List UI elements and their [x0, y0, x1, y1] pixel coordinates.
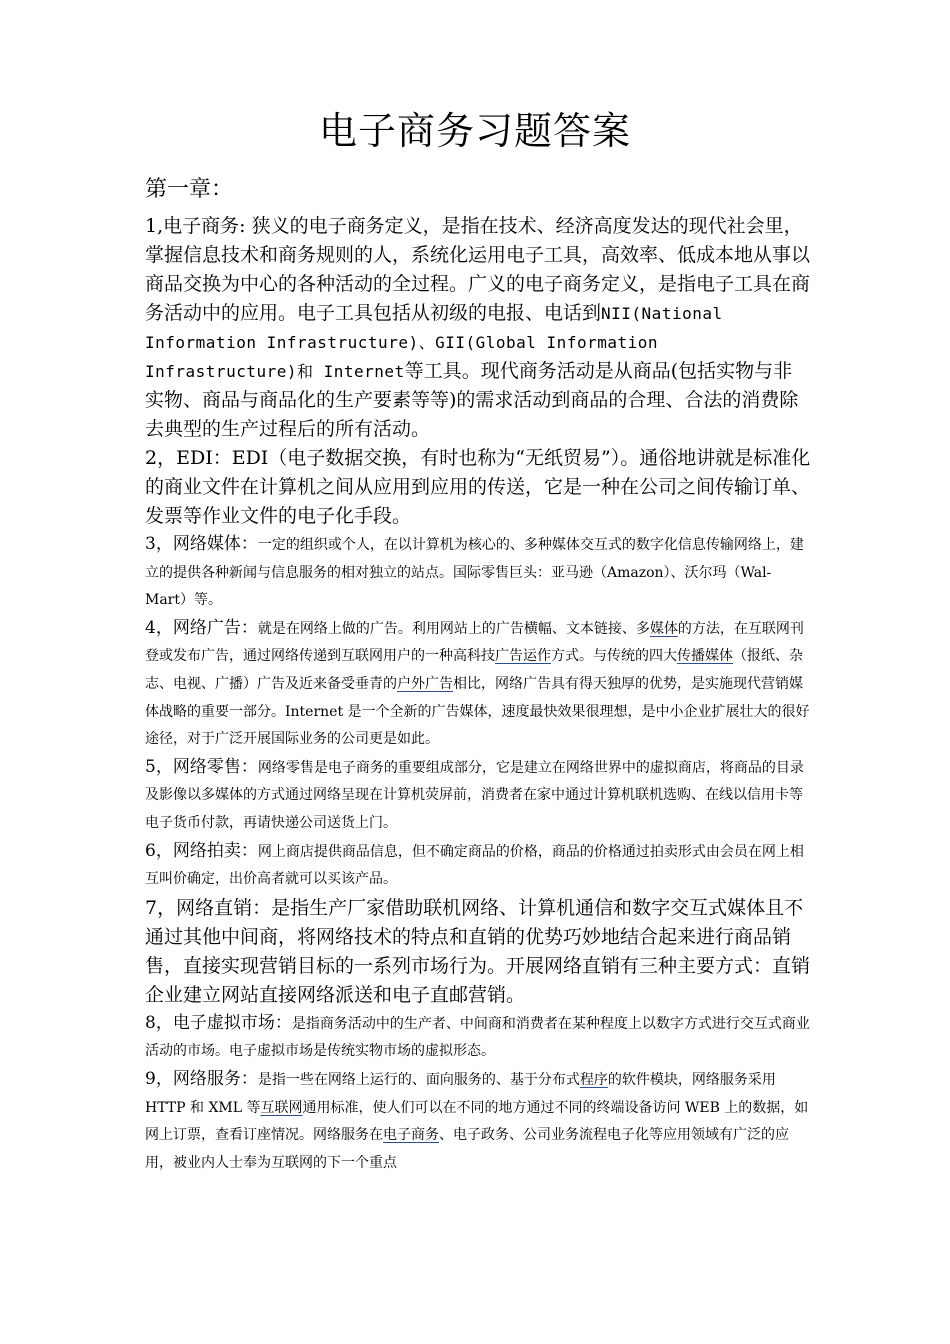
paragraph-1-text-b: NII(National Information Infrastructure)、GII(Global Information Infrastructure)和 Internet — [145, 304, 723, 381]
paragraph-2: 2，EDI：EDI（电子数据交换，有时也称为“无纸贸易”）。通俗地讲就是标准化的商业文件在计算机之间从应用到应用的传送，它是一种在公司之间传输订单、发票等作业文件的电子化手段。 — [145, 447, 811, 527]
paragraph-4-text-4: （报纸、杂志、电视、广播）广告及近来备受垂青的 — [145, 648, 803, 692]
paragraph-3 — [145, 531, 811, 615]
paragraph-4-text-5: 相比，网络广告具有得天独厚的优势，是实施现代营销媒体战略的重要一部分。Internet 是一个全新的广告媒体，速度最快效果很理想，是中小企业扩展壮大的很好途径，对于广泛开展国际业务的公司更是如此。 — [145, 675, 810, 748]
paragraph-5 — [145, 754, 811, 838]
paragraph-1-text-a: 1,电子商务: 狭义的电子商务定义，是指在技术、经济高度发达的现代社会里，掌握信息技术和商务规则的人，系统化运用电子工具，高效率、低成本地从事以商品交换为中心的各种活动的全过程。广义的电子商务定义，是指电子工具在商务活动中的应用。电子工具包括从初级的电报、电话到 — [145, 215, 811, 324]
paragraph-6 — [145, 838, 811, 894]
paragraph-3-text: 一定的组织或个人，在以计算机为核心的、多种媒体交互式的数字化信息传输网络上，建立的提供各种新闻与信息服务的相对独立的站点。国际零售巨头：亚马逊（Amazon）、沃尔玛（Wal-Mart）等。 — [145, 537, 804, 609]
paragraph-5-text: 网络零售是电子商务的重要组成部分，它是建立在网络世界中的虚拟商店，将商品的目录及影像以多媒体的方式通过网络呈现在计算机荧屏前，消费者在家中通过计算机联机选购、在线以信用卡等电子货币付款，再请快递公司送货上门。 — [145, 759, 804, 831]
paragraph-9-text-1: 是指一些在网络上运行的、面向服务的、基于分布式 — [257, 1071, 580, 1088]
link-program[interactable]: 程序 — [579, 1071, 608, 1088]
paragraph-1-text-c: 等工具。现代商务活动是从商品(包括实物与非实物、商品与商品化的生产要素等等)的需求活动到商品的合理、合法的消费除去典型的生产过程后的所有活动。 — [145, 360, 799, 440]
paragraph-1 — [145, 212, 811, 444]
paragraph-9-text-4: 、电子政务、公司业务流程电子化等应用领域有广泛的应用，被业内人士奉为互联网的下一个重点 — [145, 1127, 789, 1171]
paragraph-5-lead: 5，网络零售： — [145, 756, 258, 777]
paragraph-4-lead: 4，网络广告： — [145, 617, 258, 638]
paragraph-6-text: 网上商店提供商品信息，但不确定商品的价格，商品的价格通过拍卖形式由会员在网上相互叫价确定，出价高者就可以买该产品。 — [145, 843, 804, 888]
paragraph-8-lead: 8，电子虚拟市场： — [145, 1012, 292, 1033]
link-outdoor-ad[interactable]: 户外广告 — [397, 675, 453, 692]
paragraph-3-lead: 3，网络媒体： — [145, 534, 258, 554]
link-ad-operation[interactable]: 广告运作 — [495, 648, 551, 665]
paragraph-4-text-1: 就是在网络上做的广告。利用网站上的广告横幅、文本链接、多 — [257, 620, 650, 637]
paragraph-9-text-2: 的软件模块，网络服务采用 HTTP 和 XML 等 — [145, 1071, 776, 1116]
link-broadcast-media[interactable]: 传播媒体 — [677, 648, 733, 665]
link-media[interactable]: 媒体 — [649, 620, 678, 637]
document-title: 电子商务习题答案 — [318, 109, 631, 153]
paragraph-9-lead: 9，网络服务： — [145, 1068, 258, 1089]
link-ecommerce[interactable]: 电子商务 — [383, 1127, 439, 1144]
paragraph-4-text-2: 的方法，在互联网刊登或发布广告，通过网络传递到互联网用户的一种高科技 — [145, 620, 804, 665]
paragraph-7: 7，网络直销：是指生产厂家借助联机网络、计算机通信和数字交互式媒体且不通过其他中间商，将网络技术的特点和直销的优势巧妙地结合起来进行商品销售，直接实现营销目标的一系列市场行为。开展网络直销有三种主要方式：直销企业建立网站直接网络派送和电子直邮营销。 — [145, 896, 811, 1006]
paragraph-8 — [145, 1010, 811, 1066]
paragraph-4-text-3: 方式。与传统的四大 — [551, 648, 677, 665]
paragraph-9-text-3: 通用标准，使人们可以在不同的地方通过不同的终端设备访问 WEB 上的数据，如网上订票，查看订座情况。网络服务在 — [145, 1099, 809, 1144]
document-body — [145, 212, 811, 1177]
paragraph-6-lead: 6，网络拍卖： — [145, 840, 258, 861]
paragraph-9 — [145, 1066, 811, 1177]
paragraph-4 — [145, 615, 811, 754]
paragraph-8-text: 是指商务活动中的生产者、中间商和消费者在某种程度上以数字方式进行交互式商业活动的市场。电子虚拟市场是传统实物市场的虚拟形态。 — [145, 1015, 810, 1060]
chapter-heading: 第一章： — [145, 177, 234, 202]
link-internet[interactable]: 互联网 — [260, 1099, 303, 1116]
